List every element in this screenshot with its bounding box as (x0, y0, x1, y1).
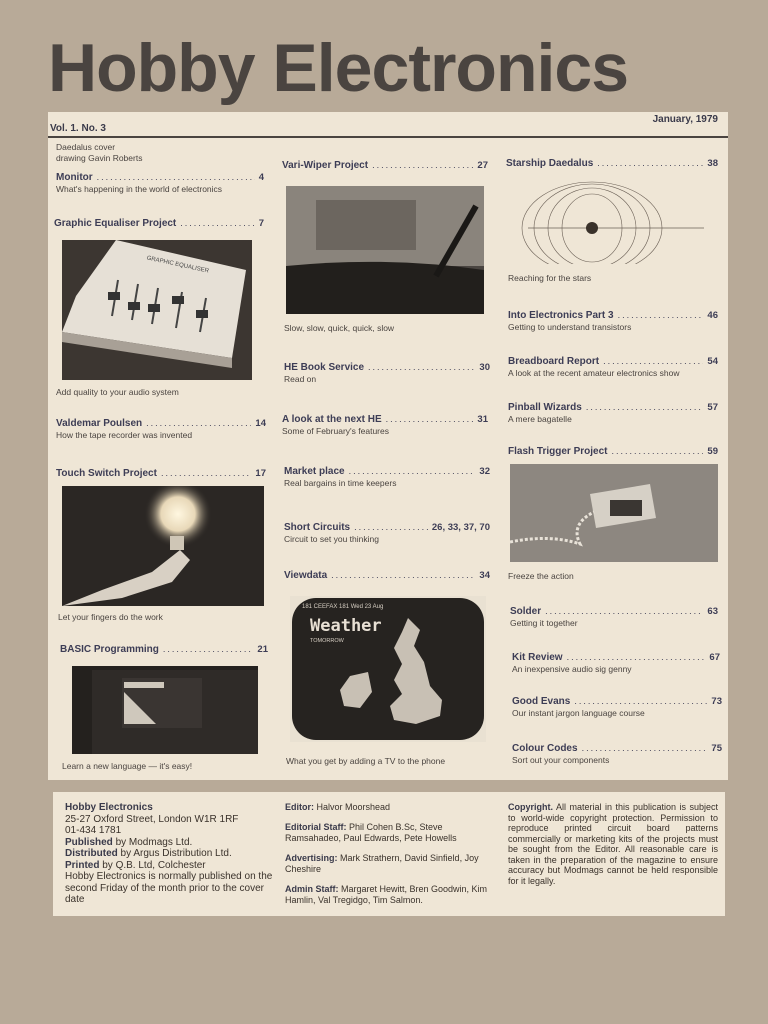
masthead-title: Hobby Electronics (48, 30, 629, 106)
toc-entry-pinball-wizards[interactable] (508, 402, 718, 424)
contents-panel (48, 112, 728, 780)
flash-trigger-photo (510, 464, 718, 562)
equaliser-photo (62, 240, 252, 380)
toc-entry-vari-wiper[interactable] (282, 160, 488, 171)
toc-entry-he-book-service[interactable] (284, 362, 490, 384)
toc-desc: An inexpensive audio sig genny (512, 664, 632, 674)
toc-page: 38 (707, 158, 718, 169)
toc-title: Monitor (56, 172, 93, 183)
cover-credit-line: drawing Gavin Roberts (56, 153, 143, 163)
printed-by: by Q.B. Ltd, Colchester (99, 859, 206, 871)
toc-entry-graphic-equaliser[interactable] (54, 218, 264, 229)
caption-viewdata: What you get by adding a TV to the phone (286, 756, 446, 766)
viewdata-photo (290, 596, 486, 742)
viewdata-sub: TOMORROW (310, 638, 344, 644)
toc-page: 4 (258, 172, 264, 183)
toc-desc: Sort out your components (512, 755, 610, 765)
toc-desc: Getting it together (510, 618, 578, 628)
publisher-address: 25-27 Oxford Street, London W1R 1RF (65, 813, 239, 825)
caption-vari-wiper: Slow, slow, quick, quick, slow (284, 323, 395, 333)
flash-trigger-illustration (510, 464, 718, 562)
toc-page: 31 (477, 414, 488, 425)
toc-title: Valdemar Poulsen (56, 418, 143, 429)
toc-title: Breadboard Report (508, 356, 600, 367)
toc-page: 14 (255, 418, 266, 429)
toc-page: 67 (709, 652, 720, 663)
editorial-staff: Phil Cohen B.Sc, Steve Ramsahadeo, Paul Edwards, Pete Howells (285, 821, 457, 843)
toc-desc: Real bargains in time keepers (284, 478, 397, 488)
toc-entry-breadboard-report[interactable] (508, 356, 718, 378)
distributed-label: Distributed (65, 848, 118, 859)
toc-entry-valdemar-poulsen[interactable] (56, 418, 266, 440)
copyright-block (508, 802, 718, 886)
toc-title: BASIC Programming (60, 644, 159, 655)
touch-switch-illustration (62, 486, 264, 606)
basic-programming-illustration (72, 666, 258, 754)
toc-page: 26, 33, 37, 70 (431, 522, 490, 533)
caption-flash: Freeze the action (508, 571, 574, 581)
toc-page: 21 (257, 644, 268, 655)
cover-credit-line: Daedalus cover (56, 142, 116, 152)
toc-entry-next-he[interactable] (282, 414, 488, 436)
toc-page: 46 (707, 310, 718, 321)
issue-header (48, 112, 728, 138)
toc-page: 75 (711, 743, 722, 754)
distributed-by: by Argus Distribution Ltd. (117, 848, 232, 859)
toc-desc: Some of February's features (282, 426, 389, 436)
viewdata-weather: Weather (310, 616, 382, 636)
toc-page: 34 (479, 570, 490, 581)
advertising-staff: Mark Strathern, David Sinfield, Joy Cheshire (285, 852, 479, 874)
basic-programming-photo (72, 666, 258, 754)
toc-page: 17 (255, 468, 266, 479)
toc-page: 63 (707, 606, 718, 617)
publisher-block (65, 802, 275, 906)
issue-volume: Vol. 1. No. 3 (50, 123, 106, 134)
toc-desc: A look at the recent amateur electronics show (508, 368, 680, 378)
published-label: Published (65, 836, 113, 848)
toc-desc: How the tape recorder was invented (56, 430, 193, 440)
toc-entry-basic-programming[interactable] (60, 644, 268, 655)
editor-name: Halvor Moorshead (314, 802, 391, 812)
toc-page: 30 (479, 362, 490, 373)
touch-switch-photo (62, 486, 264, 606)
toc-page: 27 (477, 160, 488, 171)
caption-daedalus: Reaching for the stars (508, 273, 592, 283)
admin-staff: Margaret Hewitt, Bren Goodwin, Kim Hamlin, Val Tregidgo, Tim Salmon. (285, 883, 488, 905)
daedalus-diagram (508, 176, 718, 264)
toc-desc: What's happening in the world of electronics (56, 184, 223, 194)
vari-wiper-illustration (286, 186, 484, 314)
toc-desc: Getting to understand transistors (508, 322, 632, 332)
toc-page: 57 (707, 402, 718, 413)
published-by: by Modmags Ltd. (112, 836, 193, 848)
toc-title: Into Electronics Part 3 (508, 310, 614, 321)
editorial-label: Editorial Staff: (285, 821, 347, 832)
caption-touch-switch: Let your fingers do the work (58, 612, 163, 622)
viewdata-header: 181 CEEFAX 181 Wed 23 Aug (302, 604, 384, 610)
cover-credit (56, 142, 142, 164)
toc-desc: Our instant jargon language course (512, 708, 645, 718)
toc-title: Starship Daedalus (506, 158, 594, 169)
toc-title: Pinball Wizards (508, 402, 582, 413)
toc-entry-short-circuits[interactable] (284, 522, 490, 544)
copyright-text: All material in this publication is subject to world-wide copyright protection. Permission to reproduce printed circuit board patterns commercially or marketing kits of the projects must be sought from the Editor. All reasonable care is taken in the preparation of the magazine to ensure accuracy but Modmags cannot be held responsible for it legally. (508, 802, 718, 886)
toc-title: Solder (510, 606, 542, 617)
toc-title: Flash Trigger Project (508, 446, 608, 457)
toc-title: Short Circuits (284, 522, 351, 533)
toc-entry-good-evans[interactable] (512, 696, 722, 718)
toc-desc: Circuit to set you thinking (284, 534, 379, 544)
advertising-label: Advertising: (285, 852, 338, 863)
staff-block (285, 802, 495, 907)
issue-date: January, 1979 (652, 114, 718, 125)
publishing-schedule: Hobby Electronics is normally published on the second Friday of the month prior to the cover date (65, 871, 273, 905)
caption-equaliser: Add quality to your audio system (56, 387, 179, 397)
toc-entry-market-place[interactable] (284, 466, 490, 488)
toc-title: Touch Switch Project (56, 468, 157, 479)
admin-label: Admin Staff: (285, 883, 339, 894)
publisher-name: Hobby Electronics (65, 802, 153, 813)
toc-entry-viewdata[interactable] (284, 570, 490, 581)
toc-title: Vari-Wiper Project (282, 160, 369, 171)
toc-entry-colour-codes[interactable] (512, 743, 722, 765)
toc-title: Good Evans (512, 696, 571, 707)
toc-title: A look at the next HE (282, 414, 382, 425)
editor-label: Editor: (285, 802, 314, 812)
toc-page: 54 (707, 356, 718, 367)
toc-desc: A mere bagatelle (508, 414, 572, 424)
caption-basic: Learn a new language — it's easy! (62, 761, 193, 771)
toc-title: Colour Codes (512, 743, 578, 754)
toc-title: HE Book Service (284, 362, 365, 373)
toc-page: 73 (711, 696, 722, 707)
toc-entry-into-electronics[interactable] (508, 310, 718, 332)
toc-entry-flash-trigger[interactable] (508, 446, 718, 457)
toc-title: Kit Review (512, 652, 563, 663)
toc-page: 59 (707, 446, 718, 457)
toc-entry-solder[interactable] (510, 606, 718, 628)
toc-desc: Read on (284, 374, 317, 384)
toc-entry-kit-review[interactable] (512, 652, 720, 674)
toc-page: 32 (479, 466, 490, 477)
copyright-label: Copyright. (508, 802, 553, 812)
equaliser-label: GRAPHIC EQUALISER (146, 255, 210, 275)
toc-entry-touch-switch[interactable] (56, 468, 266, 479)
toc-title: Viewdata (284, 570, 328, 581)
toc-title: Market place (284, 466, 345, 477)
masthead-footer (53, 792, 725, 916)
printed-label: Printed (65, 859, 100, 871)
toc-page: 7 (258, 218, 264, 229)
toc-title: Graphic Equaliser Project (54, 218, 177, 229)
toc-entry-monitor[interactable] (56, 172, 264, 194)
vari-wiper-photo (286, 186, 484, 314)
publisher-phone: 01-434 1781 (65, 825, 122, 836)
toc-entry-starship-daedalus[interactable] (506, 158, 718, 169)
